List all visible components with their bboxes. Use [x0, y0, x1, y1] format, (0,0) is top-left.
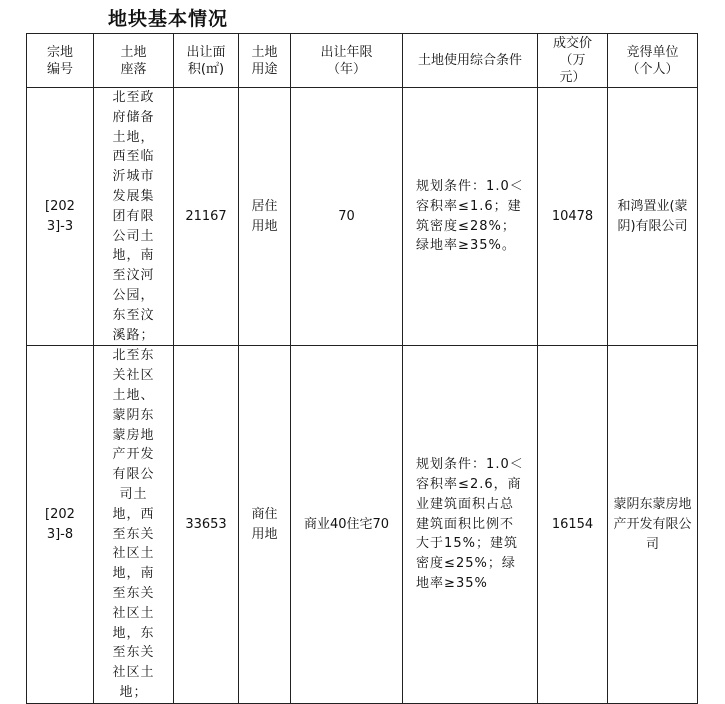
header-location: 土地座落 — [94, 34, 174, 88]
header-area: 出让面积(㎡) — [174, 34, 239, 88]
cell-use: 居住用地 — [239, 88, 291, 346]
header-term: 出让年限（年） — [291, 34, 403, 88]
header-price: 成交价（万元） — [538, 34, 608, 88]
cell-conditions: 规划条件：1.0＜容积率≤1.6；建筑密度≤28%；绿地率≥35%。 — [403, 88, 538, 346]
cell-price: 10478 — [538, 88, 608, 346]
land-info-table — [26, 33, 698, 704]
page-title: 地块基本情况 — [108, 8, 229, 30]
header-winner: 竞得单位（个人） — [608, 34, 698, 88]
table-row — [27, 346, 698, 703]
cell-term: 商业40住宅70 — [291, 346, 403, 703]
header-conditions: 土地使用综合条件 — [403, 34, 538, 88]
cell-use: 商住用地 — [239, 346, 291, 703]
cell-code: [2023]-8 — [27, 346, 94, 703]
header-code: 宗地编号 — [27, 34, 94, 88]
cell-term: 70 — [291, 88, 403, 346]
table-header-row — [27, 34, 698, 88]
cell-location: 北至东关社区土地、蒙阴东蒙房地产开发有限公司土地，西至东关社区土地，南至东关社区土地，东至东关社区土地； — [94, 346, 174, 703]
cell-area: 33653 — [174, 346, 239, 703]
cell-winner: 和鸿置业(蒙阴)有限公司 — [608, 88, 698, 346]
cell-code: [2023]-3 — [27, 88, 94, 346]
cell-conditions: 规划条件：1.0＜容积率≤2.6，商业建筑面积占总建筑面积比例不大于15%；建筑密度≤25%；绿地率≥35% — [403, 346, 538, 703]
table-row — [27, 88, 698, 346]
header-use: 土地用途 — [239, 34, 291, 88]
cell-price: 16154 — [538, 346, 608, 703]
cell-area: 21167 — [174, 88, 239, 346]
cell-location: 北至政府储备土地，西至临沂城市发展集团有限公司土地，南至汶河公园，东至汶溪路； — [94, 88, 174, 346]
cell-winner: 蒙阴东蒙房地产开发有限公司 — [608, 346, 698, 703]
